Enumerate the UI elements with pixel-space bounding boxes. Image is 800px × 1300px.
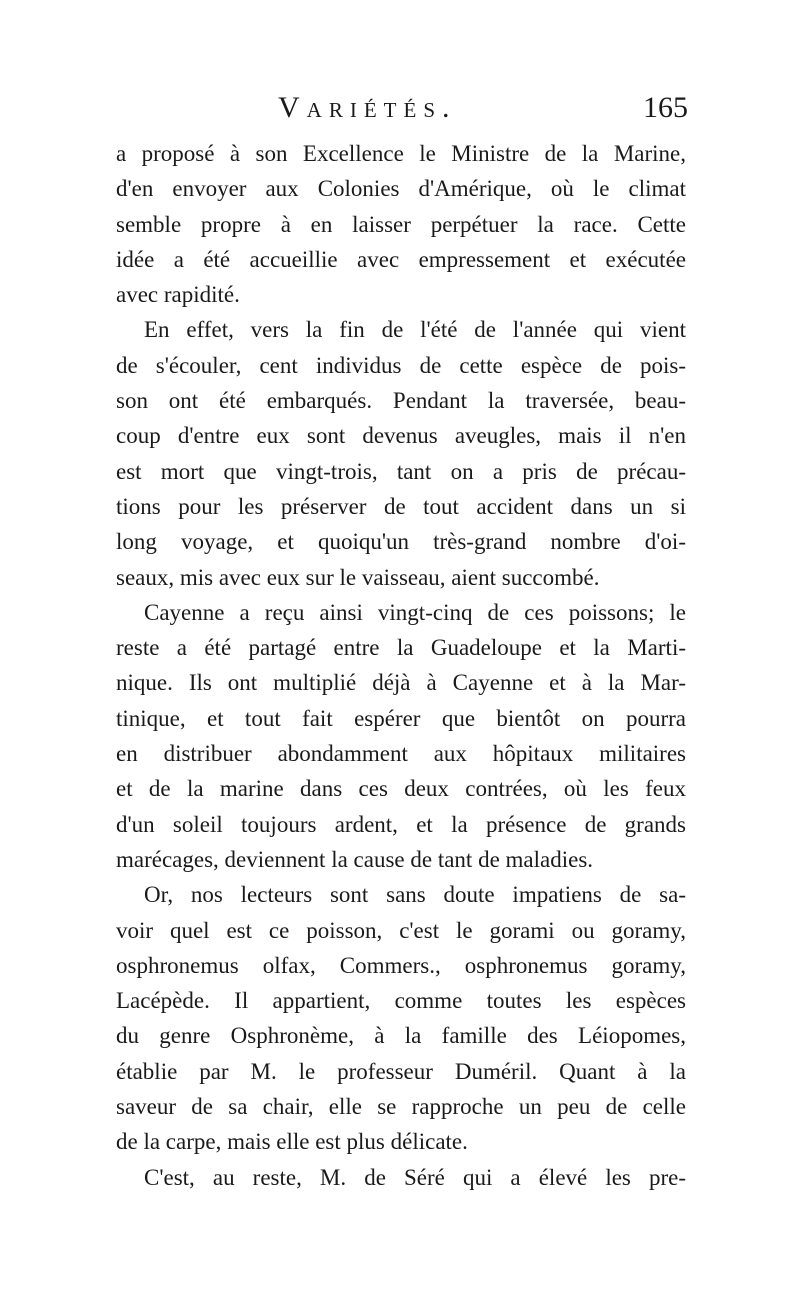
text-line: osphronemus olfax, Commers., osphronemus goramy,: [116, 952, 686, 978]
text-line: coup d'entre eux sont devenus aveugles, mais il n'en: [116, 423, 686, 449]
text-line: saveur de sa chair, elle se rapproche un peu de celle: [116, 1094, 686, 1120]
body-text: [116, 136, 686, 1195]
text-line: semble propre à en laisser perpétuer la race. Cette: [116, 211, 686, 237]
text-line: en distribuer abondamment aux hôpitaux militaires: [116, 741, 686, 767]
page-number: 165: [643, 91, 688, 124]
text-line: marécages, deviennent la cause de tant de maladies.: [116, 846, 594, 872]
text-line: avec rapidité.: [116, 282, 240, 308]
text-line: et de la marine dans ces deux contrées, où les feux: [116, 776, 686, 802]
text-line: voir quel est ce poisson, c'est le gorami ou goramy,: [116, 917, 686, 943]
text-line: son ont été embarqués. Pendant la traversée, beau-: [116, 388, 686, 414]
text-line: de s'écouler, cent individus de cette espèce de pois-: [116, 352, 686, 378]
text-line: Lacépède. Il appartient, comme toutes les espèces: [116, 988, 686, 1014]
text-line: long voyage, et quoiqu'un très-grand nombre d'oi-: [116, 529, 686, 555]
text-line: du genre Osphronème, à la famille des Léiopomes,: [116, 1023, 686, 1049]
text-line: Cayenne a reçu ainsi vingt-cinq de ces poissons; le: [144, 599, 686, 625]
running-head: [118, 88, 688, 132]
text-line: est mort que vingt-trois, tant on a pris de précau-: [116, 458, 686, 484]
text-line: a proposé à son Excellence le Ministre de la Marine,: [116, 141, 686, 166]
text-line: Or, nos lecteurs sont sans doute impatiens de sa-: [144, 882, 686, 908]
text-line: d'en envoyer aux Colonies d'Amérique, où le climat: [116, 176, 686, 202]
text-line: seaux, mis avec eux sur le vaisseau, aient succombé.: [116, 564, 600, 590]
text-line: idée a été accueillie avec empressement et exécutée: [116, 246, 686, 272]
text-line: d'un soleil toujours ardent, et la présence de grands: [116, 811, 686, 837]
text-line: établie par M. le professeur Duméril. Quant à la: [116, 1058, 686, 1084]
text-line: nique. Ils ont multiplié déjà à Cayenne et à la Mar-: [116, 670, 686, 696]
text-line: C'est, au reste, M. de Séré qui a élevé les pre-: [144, 1164, 686, 1190]
text-line: de la carpe, mais elle est plus délicate.: [116, 1129, 468, 1155]
text-line: reste a été partagé entre la Guadeloupe et la Marti-: [116, 635, 686, 661]
text-line: En effet, vers la fin de l'été de l'année qui vient: [144, 317, 686, 343]
text-line: tions pour les préserver de tout accident dans un si: [116, 493, 686, 519]
running-title: Variétés.: [278, 91, 457, 124]
text-line: tinique, et tout fait espérer que bientôt on pourra: [116, 705, 686, 731]
